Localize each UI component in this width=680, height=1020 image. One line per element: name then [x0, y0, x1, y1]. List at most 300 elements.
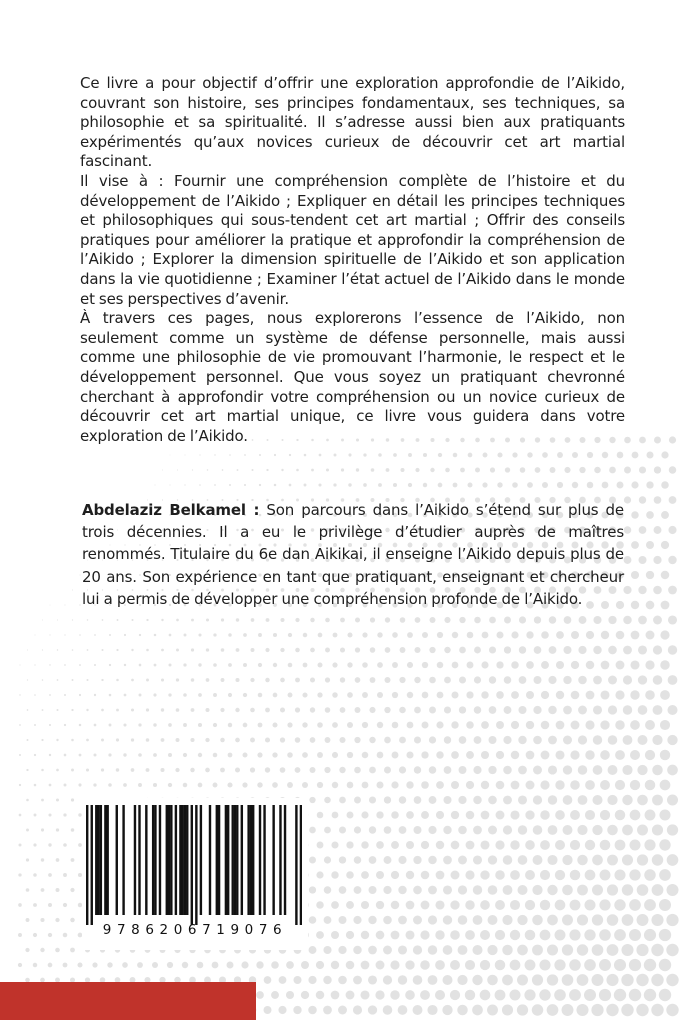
halftone-dot — [660, 660, 669, 669]
halftone-dot — [257, 752, 262, 757]
halftone-dot — [184, 634, 187, 637]
halftone-dot — [116, 738, 119, 741]
halftone-dot — [198, 693, 202, 697]
halftone-dot — [555, 780, 564, 789]
halftone-dot — [331, 841, 338, 848]
halftone-dot — [293, 1006, 301, 1014]
halftone-dot — [49, 724, 51, 726]
halftone-dot — [146, 619, 148, 621]
author-name: Abdelaziz Belkamel : — [82, 501, 260, 519]
halftone-dot — [526, 661, 534, 669]
halftone-dot — [490, 467, 495, 472]
halftone-dot — [413, 856, 421, 864]
halftone-dot — [615, 690, 624, 699]
halftone-dot — [489, 617, 496, 624]
halftone-dot — [540, 840, 550, 850]
halftone-dot — [391, 901, 400, 910]
halftone-dot — [244, 454, 246, 456]
halftone-dot — [346, 841, 353, 848]
halftone-dot — [229, 484, 231, 486]
barcode-bar — [227, 805, 229, 915]
halftone-dot — [474, 647, 481, 654]
halftone-dot — [392, 692, 398, 698]
halftone-dot — [646, 601, 655, 610]
halftone-dot — [460, 468, 465, 473]
halftone-dot — [639, 437, 646, 444]
halftone-dot — [601, 661, 610, 670]
halftone-dot — [79, 664, 81, 666]
halftone-dot — [131, 768, 135, 772]
halftone-dot — [48, 903, 52, 907]
halftone-dot — [190, 738, 194, 742]
halftone-dot — [533, 825, 543, 835]
halftone-dot — [617, 482, 624, 489]
halftone-dot — [257, 782, 262, 787]
halftone-dot — [534, 646, 542, 654]
halftone-dot — [420, 960, 430, 970]
halftone-dot — [571, 721, 580, 730]
halftone-dot — [459, 617, 465, 623]
halftone-dot — [503, 736, 511, 744]
halftone-dot — [429, 766, 437, 774]
barcode-bar — [97, 805, 99, 915]
accent-red-bar — [0, 982, 256, 1020]
barcode-bar — [247, 805, 249, 915]
halftone-dot — [26, 918, 30, 922]
author-bio-text: Son parcours dans l’Aikido s’étend sur plus de trois décennies. Il a eu le privilège d’étudier auprès de maîtres renommés. Titulaire du 6e dan Aikikai, il enseigne l’Aikido depuis plus de 20 ans. Son expérience en tant que pratiquant, enseignant et chercheur lui a permis de développer une compréhension profonde de l’Aikido. — [82, 501, 625, 608]
halftone-dot — [554, 989, 566, 1001]
halftone-dot — [630, 660, 639, 669]
halftone-dot — [512, 452, 517, 457]
halftone-dot — [183, 723, 187, 727]
halftone-dot — [653, 556, 661, 564]
halftone-dot — [557, 482, 563, 488]
halftone-dot — [600, 870, 611, 881]
halftone-dot — [495, 870, 505, 880]
halftone-dot — [355, 618, 360, 623]
halftone-dot — [524, 989, 535, 1000]
halftone-dot — [562, 855, 572, 865]
halftone-dot — [386, 468, 390, 472]
halftone-dot — [623, 675, 632, 684]
halftone-dot — [615, 810, 625, 820]
halftone-dot — [563, 736, 572, 745]
halftone-dot — [214, 484, 216, 486]
halftone-dot — [324, 827, 331, 834]
halftone-dot — [435, 930, 444, 939]
halftone-dot — [184, 484, 185, 485]
halftone-dot — [280, 737, 285, 742]
halftone-dot — [659, 989, 671, 1001]
halftone-dot — [502, 915, 512, 925]
halftone-dot — [472, 1005, 483, 1016]
halftone-dot — [668, 645, 677, 654]
halftone-dot — [72, 679, 74, 681]
halftone-dot — [376, 931, 385, 940]
halftone-dot — [421, 901, 430, 910]
halftone-dot — [600, 810, 610, 820]
halftone-dot — [376, 781, 383, 788]
halftone-dot — [414, 766, 421, 773]
halftone-dot — [391, 841, 399, 849]
halftone-dot — [271, 961, 279, 969]
halftone-dot — [332, 812, 339, 819]
halftone-dot — [533, 706, 541, 714]
halftone-dot — [414, 677, 420, 683]
halftone-dot — [64, 634, 65, 635]
barcode-bar — [295, 805, 297, 925]
halftone-dot — [399, 796, 407, 804]
halftone-dot — [621, 1004, 633, 1016]
halftone-dot — [458, 915, 468, 925]
halftone-dot — [138, 753, 142, 757]
halftone-dot — [465, 900, 474, 909]
halftone-dot — [49, 754, 51, 756]
halftone-dot — [585, 870, 596, 881]
halftone-dot — [607, 914, 619, 926]
halftone-dot — [577, 914, 588, 925]
halftone-dot — [280, 648, 284, 652]
halftone-dot — [510, 870, 520, 880]
halftone-dot — [19, 844, 22, 847]
halftone-dot — [377, 722, 383, 728]
halftone-dot — [548, 795, 557, 804]
halftone-dot — [473, 826, 482, 835]
halftone-dot — [309, 916, 317, 924]
halftone-dot — [458, 826, 467, 835]
barcode-bar — [284, 805, 286, 915]
halftone-dot — [398, 886, 406, 894]
halftone-dot — [348, 483, 351, 486]
halftone-dot — [347, 752, 353, 758]
halftone-dot — [428, 886, 437, 895]
halftone-dot — [362, 782, 369, 789]
halftone-dot — [621, 944, 633, 956]
halftone-dot — [18, 963, 22, 967]
halftone-dot — [280, 708, 285, 713]
halftone-dot — [346, 991, 355, 1000]
halftone-dot — [592, 825, 602, 835]
halftone-dot — [639, 466, 646, 473]
halftone-dot — [474, 617, 481, 624]
halftone-dot — [459, 736, 467, 744]
halftone-dot — [273, 663, 277, 667]
halftone-dot — [86, 739, 89, 742]
halftone-dot — [33, 933, 37, 937]
halftone-dot — [541, 751, 550, 760]
halftone-dot — [310, 648, 315, 653]
halftone-dot — [644, 839, 655, 850]
halftone-dot — [227, 962, 234, 969]
halftone-dot — [146, 768, 150, 772]
halftone-dot — [547, 915, 558, 926]
halftone-dot — [92, 962, 97, 967]
halftone-dot — [303, 633, 307, 637]
halftone-dot — [331, 991, 340, 1000]
halftone-dot — [577, 885, 588, 896]
halftone-dot — [390, 960, 399, 969]
halftone-dot — [25, 948, 29, 952]
halftone-dot — [293, 976, 301, 984]
halftone-dot — [94, 694, 96, 696]
halftone-dot — [41, 888, 45, 892]
halftone-dot — [406, 811, 414, 819]
halftone-dot — [251, 648, 255, 652]
halftone-dot — [576, 1004, 588, 1016]
halftone-dot — [624, 496, 631, 503]
halftone-dot — [361, 931, 369, 939]
halftone-dot — [638, 735, 648, 745]
halftone-dot — [362, 632, 367, 637]
halftone-dot — [19, 694, 20, 695]
halftone-dot — [646, 481, 653, 488]
halftone-dot — [497, 482, 502, 487]
halftone-dot — [466, 841, 475, 850]
halftone-dot — [579, 616, 587, 624]
halftone-dot — [652, 824, 663, 835]
halftone-dot — [504, 706, 512, 714]
halftone-dot — [661, 481, 669, 489]
halftone-dot — [392, 662, 398, 668]
halftone-dot — [56, 888, 60, 892]
halftone-dot — [630, 840, 641, 851]
halftone-dot — [392, 722, 399, 729]
halftone-dot — [661, 601, 670, 610]
halftone-dot — [631, 481, 638, 488]
halftone-dot — [488, 766, 496, 774]
halftone-dot — [256, 961, 263, 968]
halftone-dot — [35, 635, 36, 636]
halftone-dot — [153, 753, 157, 757]
halftone-dot — [86, 768, 89, 771]
halftone-dot — [42, 679, 44, 681]
halftone-dot — [64, 784, 67, 787]
halftone-dot — [608, 676, 617, 685]
halftone-dot — [167, 962, 173, 968]
halftone-dot — [354, 797, 361, 804]
halftone-dot — [310, 618, 314, 622]
halftone-dot — [624, 437, 631, 444]
halftone-dot — [398, 975, 407, 984]
halftone-dot — [19, 724, 21, 726]
halftone-dot — [540, 810, 550, 820]
halftone-dot — [176, 678, 179, 681]
halftone-dot — [572, 482, 578, 488]
halftone-dot — [510, 930, 520, 940]
halftone-dot — [93, 753, 96, 756]
halftone-dot — [569, 959, 581, 971]
halftone-dot — [309, 857, 316, 864]
halftone-dot — [316, 901, 324, 909]
halftone-dot — [213, 723, 217, 727]
halftone-dot — [637, 825, 648, 836]
halftone-dot — [317, 692, 322, 697]
halftone-dot — [623, 735, 633, 745]
halftone-dot — [176, 738, 180, 742]
halftone-dot — [40, 948, 44, 952]
halftone-dot — [496, 781, 505, 790]
halftone-dot — [213, 753, 218, 758]
halftone-dot — [197, 962, 204, 969]
halftone-dot — [608, 705, 617, 714]
halftone-dot — [384, 707, 390, 713]
halftone-dot — [93, 783, 96, 786]
halftone-dot — [473, 885, 482, 894]
halftone-dot — [659, 809, 670, 820]
halftone-dot — [376, 961, 385, 970]
isbn-barcode — [82, 798, 308, 950]
halftone-dot — [505, 467, 510, 472]
halftone-dot — [511, 751, 519, 759]
halftone-dot — [423, 483, 427, 487]
halftone-dot — [497, 452, 502, 457]
barcode-bar — [209, 805, 211, 915]
halftone-dot — [169, 484, 170, 485]
halftone-dot — [183, 783, 188, 788]
halftone-dot — [244, 484, 246, 486]
halftone-dot — [503, 825, 512, 834]
halftone-dot — [661, 451, 668, 458]
halftone-dot — [406, 781, 413, 788]
halftone-dot — [414, 647, 420, 653]
halftone-dot — [183, 693, 187, 697]
halftone-dot — [520, 467, 526, 473]
halftone-dot — [56, 828, 59, 831]
halftone-dot — [541, 661, 549, 669]
halftone-dot — [526, 631, 533, 638]
halftone-dot — [340, 618, 345, 623]
halftone-dot — [405, 960, 414, 969]
halftone-dot — [353, 1005, 362, 1014]
halftone-dot — [443, 975, 453, 985]
halftone-dot — [570, 900, 581, 911]
halftone-dot — [26, 769, 28, 771]
halftone-dot — [428, 826, 436, 834]
halftone-dot — [652, 884, 664, 896]
halftone-dot — [609, 467, 616, 474]
halftone-dot — [429, 707, 436, 714]
halftone-dot — [137, 962, 143, 968]
halftone-dot — [122, 962, 128, 968]
halftone-dot — [318, 633, 323, 638]
halftone-dot — [198, 753, 202, 757]
halftone-dot — [548, 706, 557, 715]
halftone-dot — [458, 856, 467, 865]
halftone-dot — [584, 989, 596, 1001]
halftone-dot — [242, 782, 247, 787]
halftone-dot — [615, 720, 625, 730]
halftone-dot — [659, 959, 671, 971]
barcode-bar — [216, 805, 218, 915]
barcode-bar — [170, 805, 172, 915]
halftone-dot — [563, 825, 573, 835]
halftone-dot — [623, 705, 632, 714]
halftone-dot — [265, 648, 269, 652]
halftone-dot — [601, 631, 609, 639]
halftone-dot — [289, 484, 292, 487]
halftone-dot — [606, 1004, 618, 1016]
halftone-dot — [289, 454, 291, 456]
halftone-dot — [71, 858, 75, 862]
halftone-dot — [408, 483, 412, 487]
halftone-dot — [319, 454, 322, 457]
halftone-dot — [451, 871, 460, 880]
halftone-dot — [407, 692, 413, 698]
halftone-dot — [361, 841, 368, 848]
halftone-dot — [644, 929, 656, 941]
halftone-dot — [436, 811, 444, 819]
halftone-dot — [654, 466, 661, 473]
halftone-dot — [339, 826, 346, 833]
halftone-dot — [199, 454, 200, 455]
halftone-dot — [256, 991, 264, 999]
halftone-dot — [444, 677, 451, 684]
halftone-dot — [413, 945, 422, 954]
halftone-dot — [608, 765, 618, 775]
halftone-dot — [406, 751, 413, 758]
halftone-dot — [572, 452, 578, 458]
halftone-dot — [593, 646, 601, 654]
halftone-dot — [638, 645, 647, 654]
halftone-dot — [295, 678, 300, 683]
halftone-dot — [338, 976, 347, 985]
halftone-dot — [18, 933, 22, 937]
halftone-dot — [468, 453, 473, 458]
halftone-dot — [235, 678, 239, 682]
halftone-dot — [533, 795, 542, 804]
halftone-dot — [369, 796, 376, 803]
halftone-dot — [383, 975, 392, 984]
halftone-dot — [308, 1006, 317, 1015]
halftone-dot — [666, 974, 678, 986]
halftone-dot — [354, 767, 361, 774]
halftone-dot — [316, 991, 325, 1000]
halftone-dot — [668, 586, 677, 595]
halftone-dot — [50, 605, 51, 606]
halftone-dot — [221, 618, 224, 621]
halftone-dot — [302, 752, 308, 758]
halftone-dot — [407, 662, 413, 668]
halftone-dot — [102, 619, 104, 621]
halftone-dot — [49, 664, 50, 665]
halftone-dot — [56, 798, 59, 801]
halftone-dot — [368, 946, 377, 955]
halftone-dot — [331, 871, 338, 878]
barcode-bar — [145, 805, 147, 915]
halftone-dot — [250, 678, 254, 682]
halftone-dot — [191, 678, 195, 682]
halftone-dot — [229, 454, 231, 456]
halftone-dot — [309, 797, 315, 803]
halftone-dot — [436, 781, 444, 789]
halftone-dot — [651, 914, 663, 926]
halftone-dot — [241, 961, 248, 968]
halftone-dot — [667, 705, 677, 715]
blurb-paragraph: Il vise à : Fournir une compréhension complète de l’histoire et du développement de l’Aikido ; Expliquer en détail les principes techniques et philosophiques qui sous-tendent cet art martial ; Offrir des conseils pratiques pour améliorer la pratique et approfondir la compréhension de l’Aikido ; Explorer la dimension spirituelle de l’Aikido et son application dans la vie quotidienne ; Examiner l’état actuel de l’Aikido dans le monde et ses perspectives d’avenir. — [80, 171, 625, 308]
halftone-dot — [443, 826, 451, 834]
halftone-dot — [511, 721, 519, 729]
halftone-dot — [34, 754, 36, 756]
halftone-dot — [399, 677, 405, 683]
blurb-paragraph: Ce livre a pour objectif d’offrir une exploration approfondie de l’Aikido, couvrant son histoire, ses principes fondamentaux, ses techniques, sa philosophie et sa spiritualité. Il s’adresse aussi bien aux pratiquants expérimentés qu’aux novices curieux de découvrir cet art martial fascinant. — [80, 74, 625, 171]
halftone-dot — [324, 886, 331, 893]
halftone-dot — [213, 783, 218, 788]
halftone-dot — [578, 646, 586, 654]
halftone-dot — [79, 724, 82, 727]
halftone-dot — [413, 975, 423, 985]
halftone-dot — [169, 634, 172, 637]
halftone-dot — [563, 765, 572, 774]
